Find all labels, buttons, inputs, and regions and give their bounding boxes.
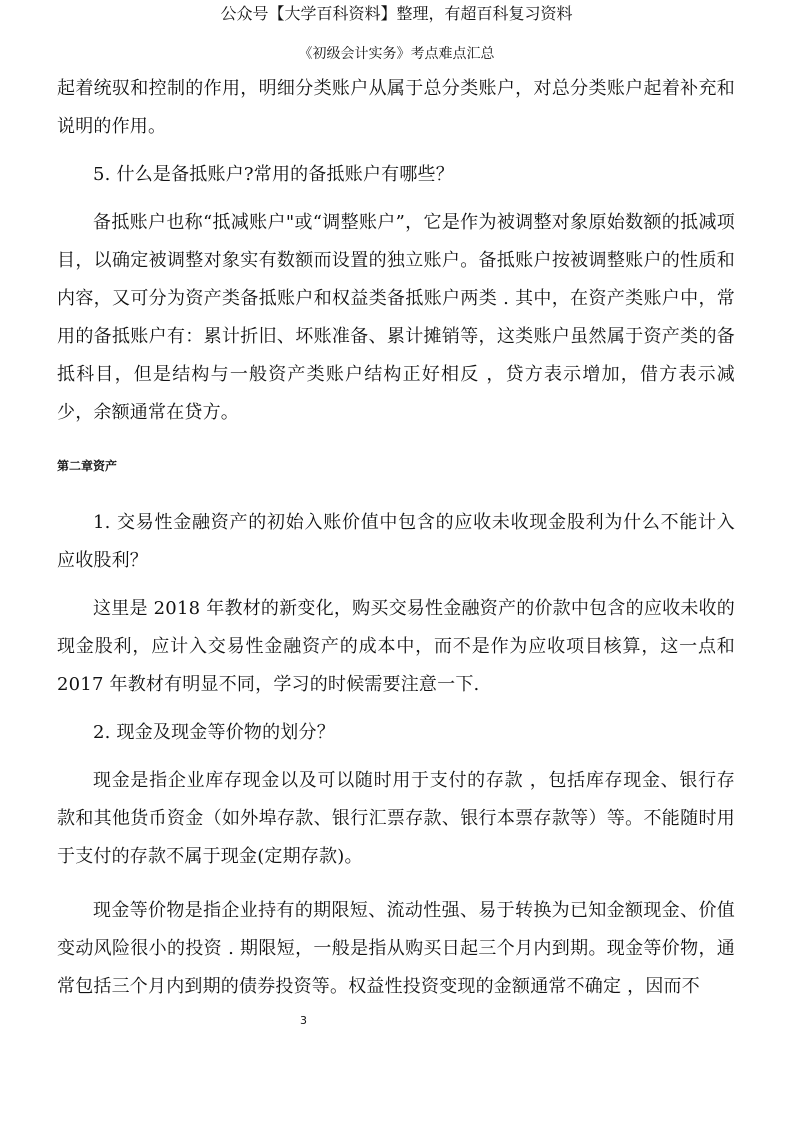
page-number: 3 — [300, 1014, 307, 1027]
answer-1: 这里是 2018 年教材的新变化，购买交易性金融资产的价款中包含的应收未收的现金股利，应计入交易性金融资产的成本中，而不是作为应收项目核算，这一点和 2017 年教材有明显不同，学习的时候需要注意一下. — [57, 598, 735, 695]
question-2: 2. 现金及现金等价物的划分？ — [93, 722, 335, 743]
header-document-title: 《初级会计实务》考点难点汇总 — [298, 46, 495, 62]
question-1: 1. 交易性金融资产的初始入账价值中包含的应收未收现金股利为什么不能计入应收股利？ — [57, 512, 735, 571]
answer-5: 备抵账户也称“抵减账户"或“调整账户”，它是作为被调整对象原始数额的抵减项目，以确定被调整对象实有数额而设置的独立账户。备抵账户按被调整账户的性质和内容，又可分为资产类备抵账户和权益类备抵账户两类 . 其中，在资产类账户中，常用的备抵账户有：累计折旧、坏账准备、累计摊销等，这类账户虽然属于资产类的备抵科目，但是结构与一般资产类账户结构正好相反 ，贷方表示增加，借方表示减少，余额通常在贷方。 — [57, 212, 735, 423]
document-body — [57, 70, 735, 1006]
answer-2-cash-equivalents: 现金等价物是指企业持有的期限短、流动性强、易于转换为已知金额现金、价值变动风险很小的投资 . 期限短，一般是指从购买日起三个月内到期。现金等价物，通常包括三个月内到期的债券投资等。权益性投资变现的金额通常不确定 ，因而不 — [57, 900, 735, 997]
paragraph-continuation: 起着统驭和控制的作用，明细分类账户从属于总分类账户，对总分类账户起着补充和说明的作用。 — [57, 78, 735, 137]
header-promo-line: 公众号【大学百科资料】整理，有超百科复习资料 — [220, 4, 573, 23]
question-5: 5. 什么是备抵账户?常用的备抵账户有哪些？ — [93, 164, 454, 185]
answer-2-cash: 现金是指企业库存现金以及可以随时用于支付的存款 ，包括库存现金、银行存款和其他货币资金（如外埠存款、银行汇票存款、银行本票存款等）等。不能随时用于支付的存款不属于现金(定期存款)。 — [57, 770, 735, 867]
chapter-heading: 第二章资产 — [57, 459, 118, 473]
